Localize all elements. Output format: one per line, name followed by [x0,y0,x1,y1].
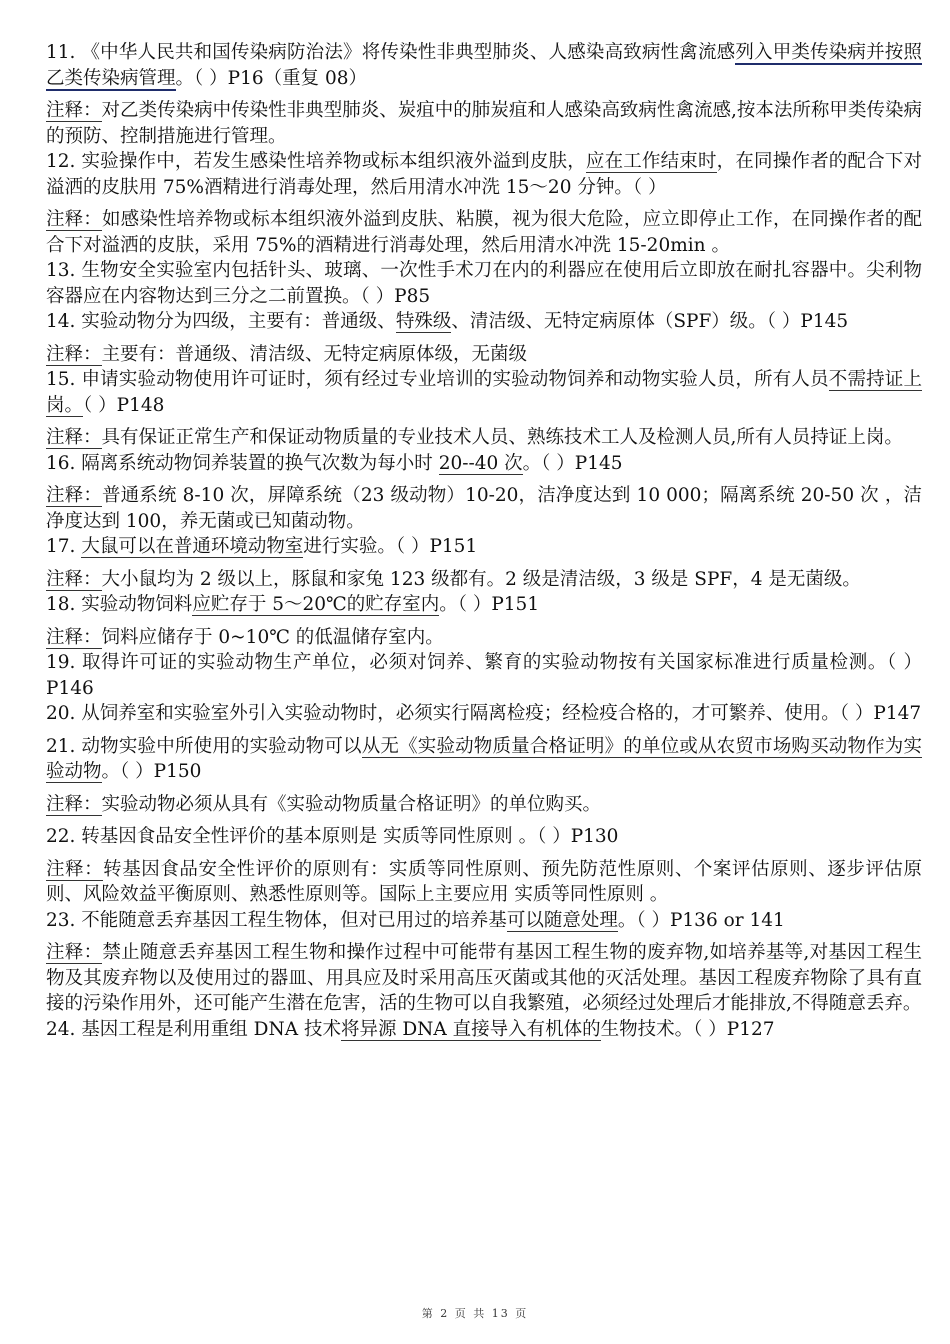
question-15: 15. 申请实验动物使用许可证时，须有经过专业培训的实验动物饲养和动物实验人员，所有人员不需持证上岗。（ ）P148 [46,369,922,416]
page-footer: 第 2 页 共 13 页 [421,1307,529,1320]
question-21: 21. 动物实验中所使用的实验动物可以从无《实验动物质量合格证明》的单位或从农贸市场购买动物作为实验动物。（ ）P150 [46,735,922,782]
question-22: 22. 转基因食品安全性评价的基本原则是 实质等同性原则 。（ ）P130 [46,826,619,847]
question-14: 14. 实验动物分为四级，主要有：普通级、特殊级、清洁级、无特定病原体（SPF）级。（ ）P145 [46,311,849,332]
note-16: 注释：普通系统 8-10 次，屏障系统（23 级动物）10-20，洁净度达到 10 000；隔离系统 20-50 次 ，洁净度达到 100，养无菌或已知菌动物。 [46,485,922,532]
question-19: 19. 取得许可证的实验动物生产单位，必须对饲养、繁育的实验动物按有关国家标准进行质量检测。（ ）P146 [46,652,922,699]
note-15: 注释：具有保证正常生产和保证动物质量的专业技术人员、熟练技术工人及检测人员,所有人员持证上岗。 [46,427,903,448]
question-17: 17. 大鼠可以在普通环境动物室进行实验。（ ）P151 [46,536,478,557]
note-18: 注释：饲料应储存于 0~10℃ 的低温储存室内。 [46,626,444,648]
note-14: 注释：主要有：普通级、清洁级、无特定病原体级，无菌级 [46,343,528,365]
note-21: 注释：实验动物必须从具有《实验动物质量合格证明》的单位购买。 [46,793,602,815]
note-22: 注释：转基因食品安全性评价的原则有：实质等同性原则、预先防范性原则、个案评估原则、逐步评估原则、风险效益平衡原则、熟悉性原则等。国际上主要应用 实质等同性原则 。 [46,858,922,905]
question-16: 16. 隔离系统动物饲养装置的换气次数为每小时 20--40 次。（ ）P145 [46,452,623,474]
question-13: 13. 生物安全实验室内包括针头、玻璃、一次性手术刀在内的利器应在使用后立即放在耐扎容器中。尖利物容器应在内容物达到三分之二前置换。（ ）P85 [46,260,922,307]
question-12: 12. 实验操作中，若发生感染性培养物或标本组织液外溢到皮肤，应在工作结束时，在同操作者的配合下对溢洒的皮肤用 75%酒精进行消毒处理，然后用清水冲洗 15～20 分钟。（ ） [46,151,922,198]
question-20: 20. 从饲养室和实验室外引入实验动物时，必须实行隔离检疫；经检疫合格的，才可繁养、使用。（ ）P147 [46,703,922,724]
question-18: 18. 实验动物饲料应贮存于 5～20℃的贮存室内。（ ）P151 [46,594,540,615]
question-24: 24. 基因工程是利用重组 DNA 技术将异源 DNA 直接导入有机体的生物技术。（ ）P127 [46,1018,775,1040]
question-11: 11. 《中华人民共和国传染病防治法》将传染性非典型肺炎、人感染高致病性禽流感列入甲类传染病并按照乙类传染病管理。（ ）P16（重复 08） [46,42,922,89]
note-11: 注释：对乙类传染病中传染性非典型肺炎、炭疽中的肺炭疽和人感染高致病性禽流感,按本法所称甲类传染病的预防、控制措施进行管理。 [46,100,922,147]
note-17: 注释：大小鼠均为 2 级以上，豚鼠和家兔 123 级都有。2 级是清洁级，3 级是 SPF，4 是无菌级。 [46,568,861,590]
question-23: 23. 不能随意丢弃基因工程生物体，但对已用过的培养基可以随意处理。（ ）P136 or 141 [46,909,785,931]
document-body [46,40,922,1042]
note-23: 注释：禁止随意丢弃基因工程生物和操作过程中可能带有基因工程生物的废弃物,如培养基等,对基因工程生物及其废弃物以及使用过的器皿、用具应及时采用高压灭菌或其他的灭活处理。基因工程废弃物除了具有直接的污染作用外，还可能产生潜在危害，活的生物可以自我繁殖，必须经过处理后才能排放,不得随意丢弃。 [46,942,922,1014]
note-12: 注释：如感染性培养物或标本组织液外溢到皮肤、粘膜，视为很大危险，应立即停止工作，在同操作者的配合下对溢洒的皮肤，采用 75%的酒精进行消毒处理，然后用清水冲洗 15-20min 。 [46,209,922,256]
